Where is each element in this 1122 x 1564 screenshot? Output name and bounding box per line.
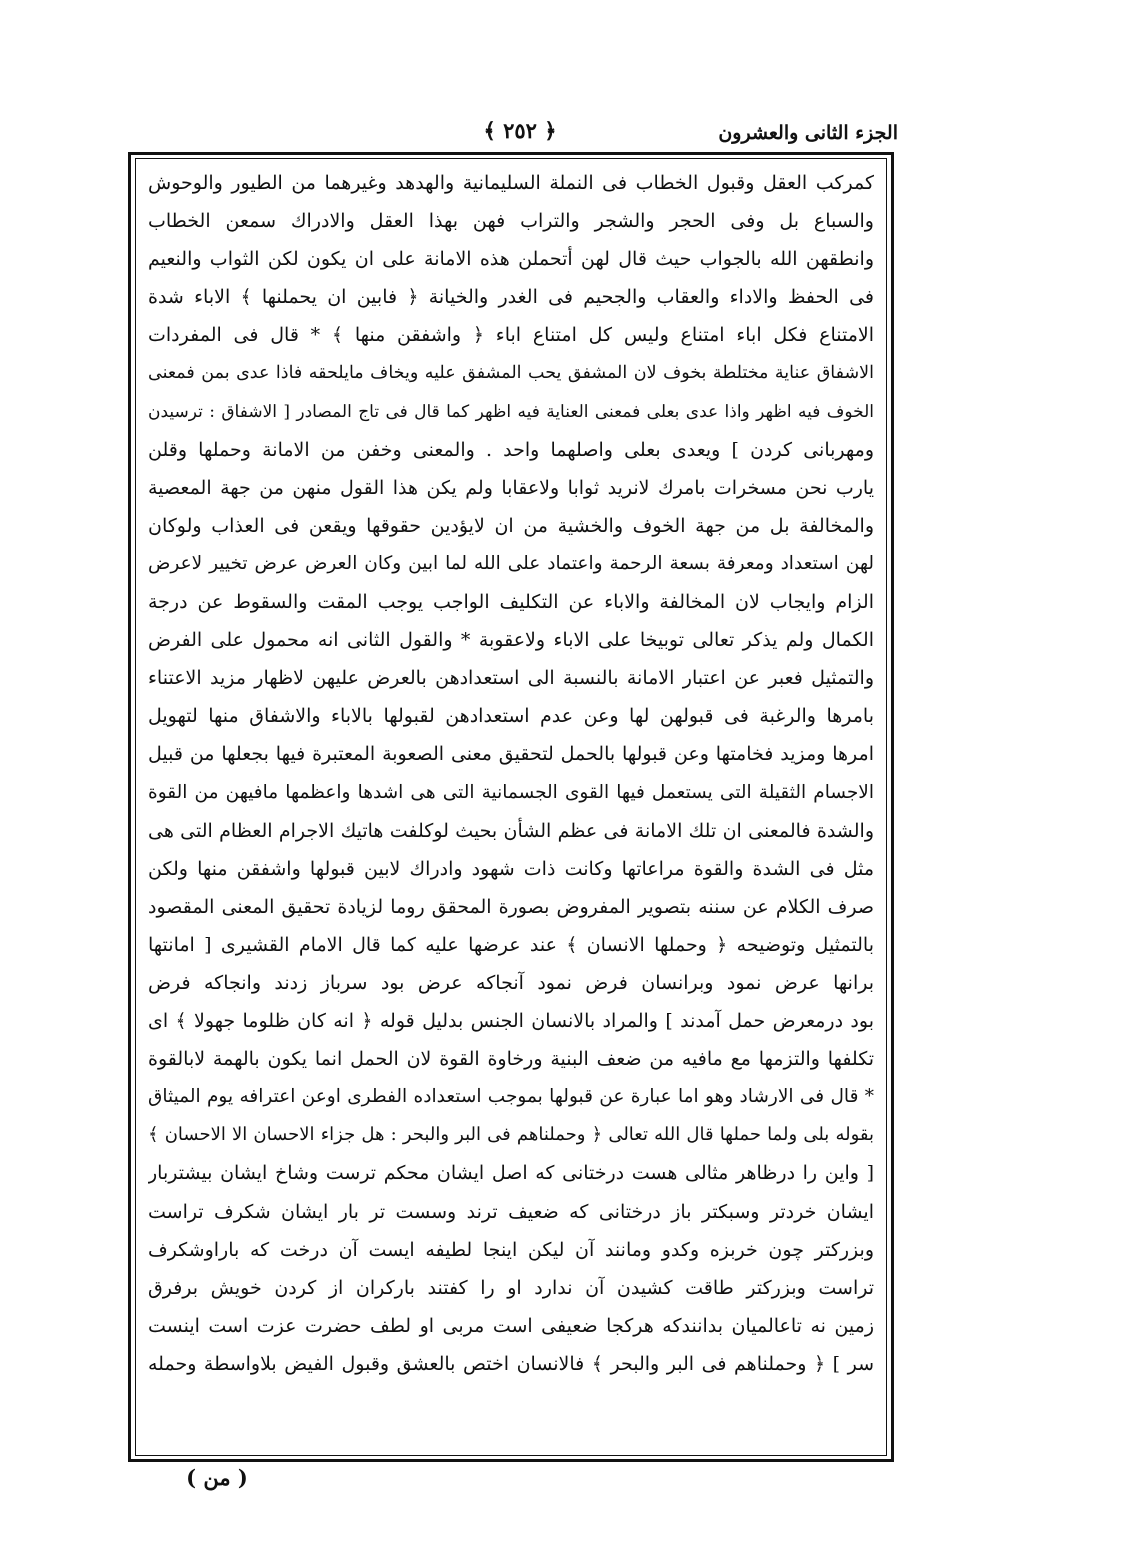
text-line: الكمال ولم يذكر تعالى توبيخا على الاباء ولاعقوبة * والقول الثانى انه محمول على الفرض: [148, 629, 874, 652]
body-text: [148, 164, 874, 1454]
text-line: [ واين را درظاهر مثالى هست درختانى كه اصل ايشان محكم ترست وشاخ ايشان بيشتربار: [148, 1162, 874, 1185]
text-line: فى الحفظ والاداء والعقاب والجحيم فى الغدر والخيانة ﴿ فابين ان يحملنها ﴾ الاباء شدة: [148, 286, 874, 309]
text-line: تراست وبزركتر طاقت كشيدن آن ندارد او را كفتند باركران از كردن خويش برفرق: [148, 1276, 874, 1299]
text-line: والسباع بل وفى الحجر والشجر والتراب فهن بهذا العقل والادراك سمعن الخطاب: [148, 210, 874, 233]
page-number: ﴿ ٢٥٢ ﴾: [483, 118, 557, 143]
text-line: ومهربانى كردن ] ويعدى بعلى واصلهما واحد . والمعنى وخفن من الامانة وحملها وقلن: [148, 438, 874, 461]
text-line: والشدة فالمعنى ان تلك الامانة فى عظم الشأن بحيث لوكلفت هاتيك الاجرام العظام التى هى: [148, 819, 874, 842]
text-line: الاجسام الثقيلة التى يستعمل فيها القوى الجسمانية التى هى اشدها واعظمها مافيهن من القوة: [148, 781, 874, 803]
text-line: تكلفها والتزمها مع مافيه من ضعف البنية ورخاوة القوة لان الحمل انما يكون بالهمة لابالقوة: [148, 1048, 874, 1071]
text-line: وبزركتر چون خربزه وكدو ومانند آن ليكن اينجا لطيفه ايست آن درخت كه باراوشكرف: [148, 1238, 874, 1261]
text-line: ايشان خردتر وسبكتر باز درختانى كه ضعيف ترند وسست تر بار ايشان شكرف تراست: [148, 1200, 874, 1223]
text-line: زمين نه تاعالميان بدانندكه هركجا ضعيفى است مربى او لطف حضرت عزت است اينست: [148, 1314, 874, 1337]
page-header: [130, 118, 898, 154]
text-line: برانها عرض نمود وبرانسان فرض نمود آنجاكه عرض بود سرباز زدند وانجاكه فرض: [148, 971, 874, 994]
text-line: صرف الكلام عن سننه بتصوير المفروض بصورة المحقق روما لزيادة تحقيق المعنى المقصود: [148, 895, 874, 918]
text-line: والمخالفة بل من جهة الخوف والخشية من ان لايؤدين حقوقها ويقعن فى العذاب ولوكان: [148, 514, 874, 537]
text-line: مثل فى الشدة والقوة مراعاتها وكانت ذات شهود وادراك لابين قبولها واشفقن منها ولكن: [148, 857, 874, 880]
text-line: * قال فى الارشاد وهو اما عبارة عن قبولها بموجب استعداده الفطرى اوعن اعترافه يوم الميثاق: [148, 1086, 874, 1108]
text-line: بامرها والرغبة فى قبولهن لها وعن عدم استعدادهن لقبولها بالاباء والاشفاق منها لتهويل: [148, 705, 874, 728]
text-line: الزام وايجاب لان المخالفة والاباء عن التكليف الواجب يوجب المقت والسقوط عن درجة: [148, 591, 874, 614]
text-line: بود درمعرض حمل آمدند ] والمراد بالانسان الجنس بدليل قوله ﴿ انه كان ظلوما جهولا ﴾ اى: [148, 1010, 874, 1033]
text-line: كمركب العقل وقبول الخطاب فى النملة السليمانية والهدهد وغيرهما من الطيور والوحوش: [148, 172, 874, 194]
text-line: امرها ومزيد فخامتها وعن قبولها بالحمل لتحقيق معنى الصعوبة المعتبرة فيها بجعلها من قبيل: [148, 743, 874, 766]
text-line: سر ] ﴿ وحملناهم فى البر والبحر ﴾ فالانسان اختص بالعشق وقبول الفيض بلاواسطة وحمله: [148, 1352, 874, 1375]
running-title: الجزء الثانى والعشرون: [718, 122, 898, 144]
text-line: بقوله بلى ولما حملها قال الله تعالى ﴿ وحملناهم فى البر والبحر : هل جزاء الاحسان الا الاحسان ﴾: [148, 1124, 874, 1146]
text-line: وانطقهن الله بالجواب حيث قال لهن أتحملن هذه الامانة على ان يكون لكن الثواب والنعيم: [148, 248, 874, 271]
text-line: لهن استعداد ومعرفة بسعة الرحمة واعتماد على الله لما ابين وكان العرض عرض تخيير لاعرض: [148, 552, 874, 574]
text-line: والتمثيل فعبر عن اعتبار الامانة بالنسبة الى استعدادهن بالعرض عليهن لاظهار مزيد الاعتناء: [148, 667, 874, 690]
text-line: الاشفاق عناية مختلطة بخوف لان المشفق يحب المشفق عليه ويخاف مايلحقه فاذا عدى بمن فمعنى: [148, 363, 874, 384]
text-line: الامتناع فكل اباء امتناع وليس كل امتناع اباء ﴿ واشفقن منها ﴾ * قال فى المفردات: [148, 324, 874, 347]
text-line: الخوف فيه اظهر واذا عدى بعلى فمعنى العناية فيه اظهر كما قال فى تاج المصادر [ الاشفاق : ترسيدن: [148, 401, 874, 422]
text-line: بالتمثيل وتوضيحه ﴿ وحملها الانسان ﴾ عند عرضها عليه كما قال الامام القشيرى [ امانتها: [148, 933, 874, 956]
catchword: ( من ): [186, 1465, 248, 1490]
text-line: يارب نحن مسخرات بامرك لانريد ثوابا ولاعقابا ولم يكن هذا القول منهن من جهة المعصية: [148, 476, 874, 499]
